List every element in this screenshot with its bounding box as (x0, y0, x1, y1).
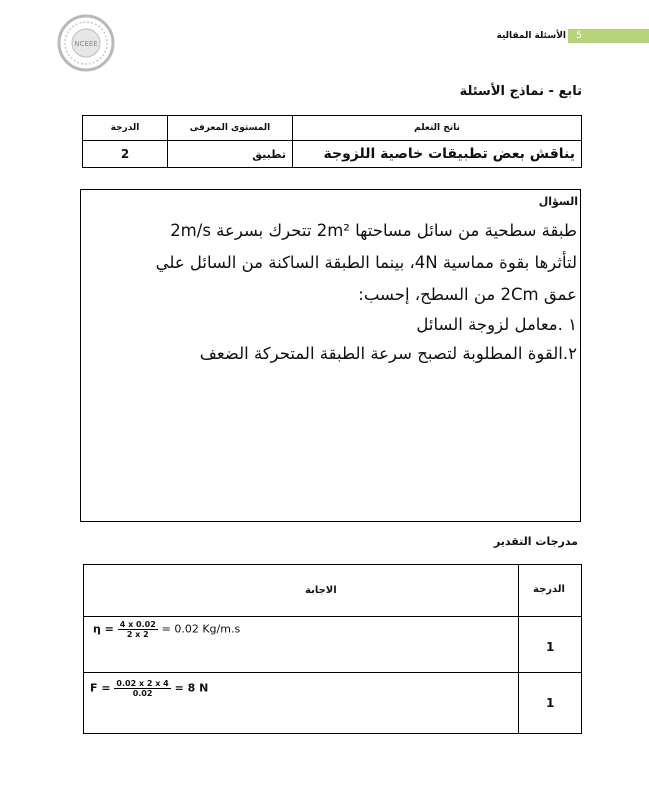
equation-result: = 0.02 Kg/m.s (161, 622, 241, 636)
equation-fraction (118, 620, 158, 639)
outcome-value: يناقش بعض تطبيقات خاصية اللزوجة (293, 141, 582, 168)
level-header: المستوى المعرفى (168, 116, 293, 141)
header-color-bar (590, 29, 649, 43)
fraction-denominator: 2 x 2 (126, 630, 149, 639)
question-line: طبقة سطحية من سائل مساحتها 2m² تتحرك بسرعة 2m/s (170, 221, 577, 240)
rubric-row-divider (83, 672, 582, 673)
equation-fraction (114, 679, 170, 698)
question-line: ٢.القوة المطلوبة لتصبح سرعة الطبقة المتحركة الضعف (199, 344, 577, 363)
info-value-row (83, 141, 582, 168)
row-grade: 1 (546, 696, 555, 710)
question-line: عمق 2Cm من السطح، إحسب: (358, 285, 577, 304)
fraction-numerator: 4 x 0.02 (119, 620, 156, 629)
fraction-denominator: 0.02 (132, 689, 153, 698)
outcome-info-table (82, 115, 582, 168)
fraction-numerator: 0.02 x 2 x 4 (116, 679, 169, 688)
logo-seal-icon (57, 14, 115, 72)
equation-lhs: F = (90, 681, 111, 695)
answer-equation-1 (93, 620, 240, 639)
rubric-title: مدرجات التقدير (493, 535, 578, 548)
rubric-row-divider (83, 616, 582, 617)
question-label: السؤال (538, 195, 578, 208)
rubric-grade-header: الدرجة (533, 584, 565, 595)
info-header-row (83, 116, 582, 141)
section-title: تابع - نماذج الأسئلة (459, 84, 582, 99)
outcome-header: ناتج التعلم (293, 116, 582, 141)
equation-result: = 8 N (174, 681, 209, 695)
header-page-number: 5 (568, 29, 590, 43)
question-line: لتأثرها بقوة مماسية 4N، بينما الطبقة الساكنة من السائل علي (155, 253, 577, 272)
svg-text:NCEEE: NCEEE (74, 40, 98, 48)
question-line: ١ .معامل لزوجة السائل (416, 315, 577, 334)
header-section-label: الأسئلة المقالية (496, 31, 566, 41)
answer-equation-2 (90, 679, 208, 698)
grade-value: 2 (83, 141, 168, 168)
rubric-column-divider (518, 564, 519, 734)
grade-header: الدرجة (83, 116, 168, 141)
level-value: تطبيق (168, 141, 293, 168)
row-grade: 1 (546, 640, 555, 654)
answer-header: الاجابة (305, 585, 337, 596)
equation-lhs: η = (93, 622, 114, 636)
